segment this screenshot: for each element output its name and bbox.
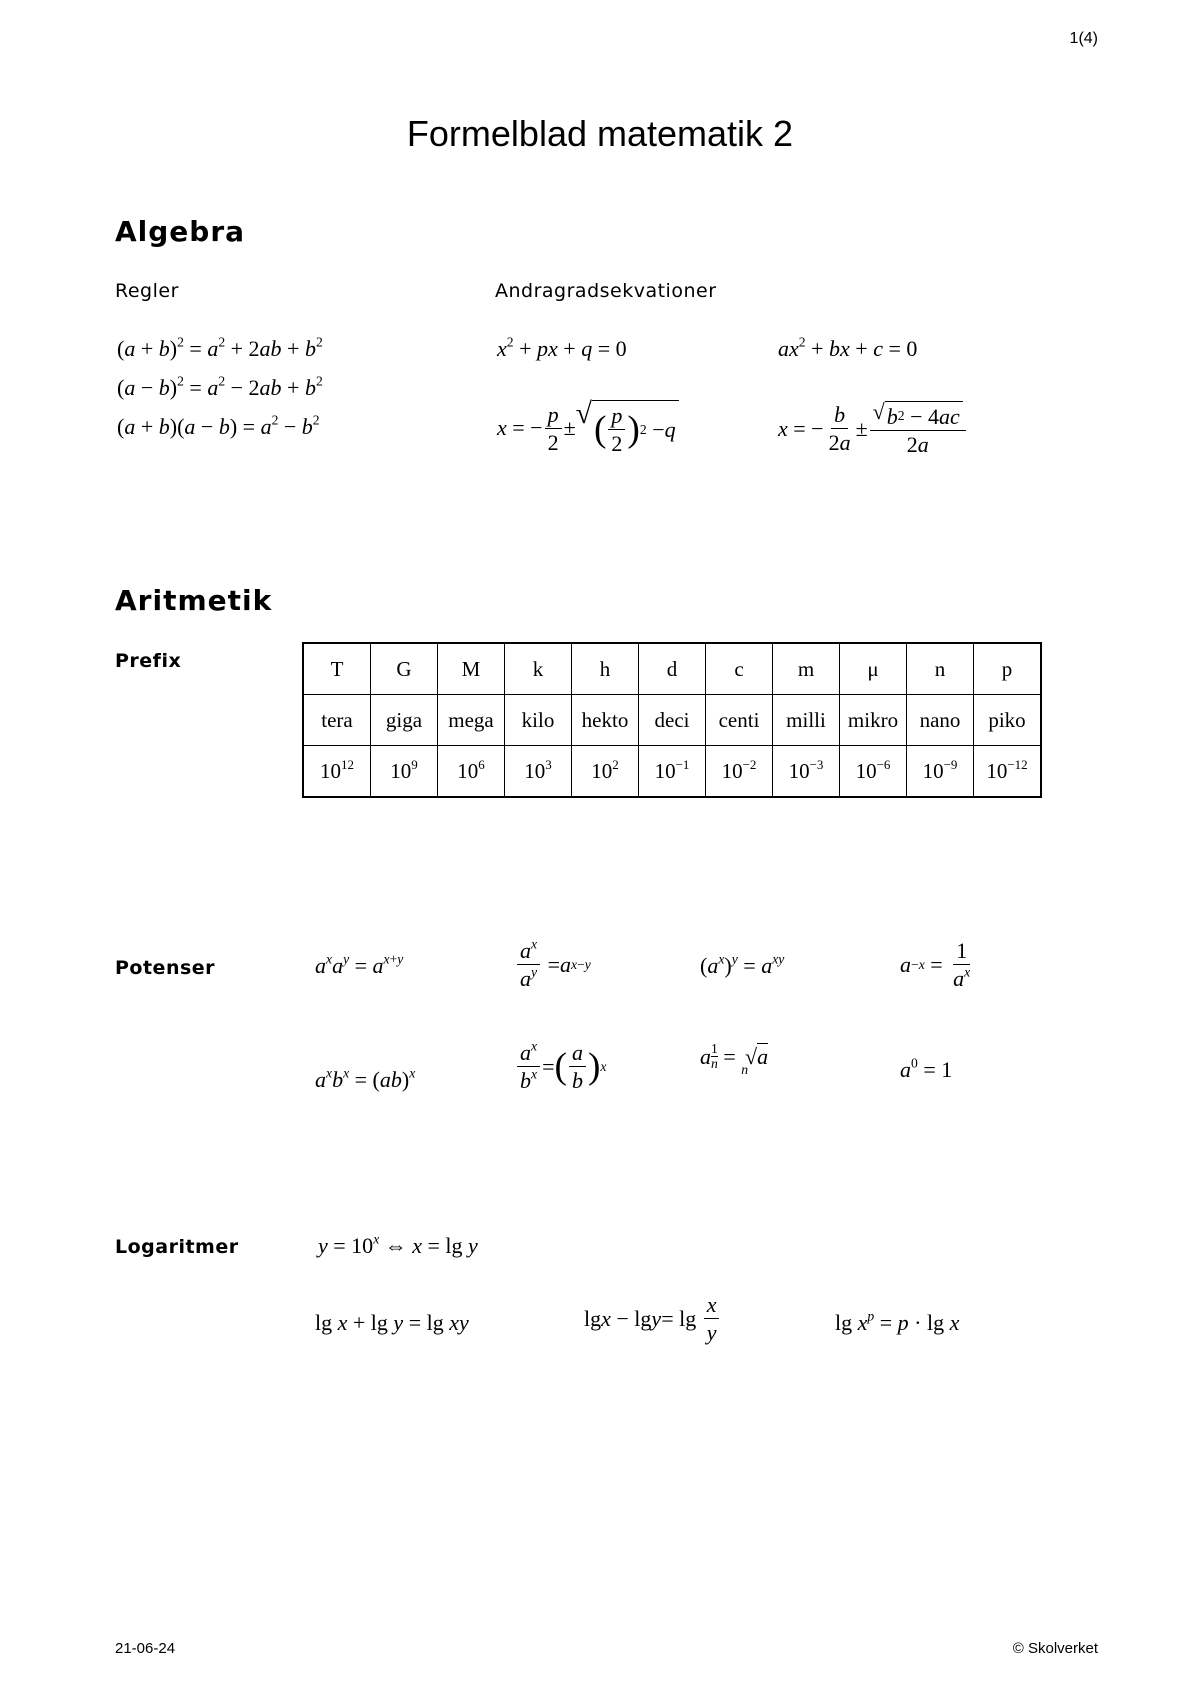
- prefix-power: $10^{-1}$: [639, 746, 706, 798]
- prefix-power-row: [303, 746, 1041, 798]
- prefix-power: $10^{-9}$: [907, 746, 974, 798]
- formula-log-definition: $y = 10^x$ ⇔ x = lg y: [318, 1231, 478, 1258]
- formula-log-power: $\lg x^p = p \cdot \lg x$: [835, 1308, 960, 1335]
- powers-label: Potenser: [115, 957, 216, 979]
- prefix-name: giga: [371, 695, 438, 746]
- prefix-symbol: k: [505, 643, 572, 695]
- formula-abc-solution: x = − $\frac{b}{2a}$ ± √ b 2 − 4 ac 2a: [778, 400, 968, 457]
- prefix-power: $10^9$: [371, 746, 438, 798]
- prefix-power: $10^{-12}$: [974, 746, 1042, 798]
- formula-power-product: $a^xa^y = a^{x+y}$: [315, 951, 404, 978]
- prefix-symbol-row: [303, 643, 1041, 695]
- prefix-power: $10^6$: [438, 746, 505, 798]
- prefix-name: mega: [438, 695, 505, 746]
- algebra-heading: Algebra: [115, 215, 246, 248]
- prefix-symbol: n: [907, 643, 974, 695]
- prefix-power: $10^2$: [572, 746, 639, 798]
- formula-negative-exponent: a −x = $\frac{1}{a^x}$: [900, 938, 971, 992]
- formula-zero-exponent: $a^0 = 1$: [900, 1055, 953, 1082]
- quadratic-heading: Andragradsekvationer: [495, 280, 717, 302]
- prefix-name-row: [303, 695, 1041, 746]
- prefix-symbol: μ: [840, 643, 907, 695]
- prefix-symbol: G: [371, 643, 438, 695]
- prefix-power: $10^3$: [505, 746, 572, 798]
- prefix-name: mikro: [840, 695, 907, 746]
- prefix-symbol: d: [639, 643, 706, 695]
- formula-conjugate: $(a + b)(a - b) = a^2 - b^2$: [117, 412, 320, 439]
- formula-log-quotient: lg x − lg y = lg $\frac{x}{y}$: [584, 1292, 721, 1346]
- prefix-table: [302, 642, 1042, 798]
- formula-power-quotient: $\frac{a^x}{a^y}$ = a x−y: [515, 938, 591, 992]
- prefix-symbol: T: [303, 643, 371, 695]
- page-title: Formelblad matematik 2: [406, 113, 794, 154]
- prefix-symbol: p: [974, 643, 1042, 695]
- prefix-name: tera: [303, 695, 371, 746]
- arithmetic-heading: Aritmetik: [115, 584, 273, 617]
- formula-quotient-power: $\frac{a^x}{b^x}$ = ( $\frac{a}{b}$ ) x: [515, 1040, 606, 1094]
- formula-abc-equation: $ax^2$ + bx + c = 0: [778, 334, 918, 361]
- prefix-power: $10^{-3}$: [773, 746, 840, 798]
- prefix-name: deci: [639, 695, 706, 746]
- prefix-symbol: m: [773, 643, 840, 695]
- footer-date: 21-06-24: [115, 1640, 176, 1657]
- prefix-power: $10^{12}$: [303, 746, 371, 798]
- prefix-label: Prefix: [115, 650, 182, 672]
- footer-copyright: © Skolverket: [1012, 1640, 1098, 1657]
- prefix-name: milli: [773, 695, 840, 746]
- prefix-power: $10^{-6}$: [840, 746, 907, 798]
- prefix-symbol: c: [706, 643, 773, 695]
- rules-heading: Regler: [115, 280, 179, 302]
- formula-root: a 1 n = n √ a: [700, 1041, 769, 1078]
- prefix-name: kilo: [505, 695, 572, 746]
- formula-square-diff: $(a - b)^2 = a^2 - 2ab + b^2$: [117, 373, 323, 400]
- formula-product-power: $a^xb^x = (ab)^x$: [315, 1065, 416, 1092]
- prefix-symbol: h: [572, 643, 639, 695]
- logs-label: Logaritmer: [115, 1236, 239, 1258]
- formula-square-sum: $(a + b)^2 = a^2 + 2ab + b^2$: [117, 334, 323, 361]
- formula-pq-solution: x = − $\frac{p}{2}$ ± √ ( $\frac{p}{2}$ ) 2 − q: [497, 400, 679, 457]
- formula-pq-equation: $x^2$ + px + q = 0: [497, 334, 627, 361]
- formula-power-of-power: $(a^x)^y = a^{xy}$: [700, 951, 785, 978]
- prefix-symbol: M: [438, 643, 505, 695]
- page-number: 1(4): [1069, 30, 1098, 47]
- prefix-name: hekto: [572, 695, 639, 746]
- formula-log-product: lg x + lg y = lg xy: [315, 1310, 469, 1335]
- prefix-power: $10^{-2}$: [706, 746, 773, 798]
- prefix-name: centi: [706, 695, 773, 746]
- prefix-name: nano: [907, 695, 974, 746]
- prefix-name: piko: [974, 695, 1042, 746]
